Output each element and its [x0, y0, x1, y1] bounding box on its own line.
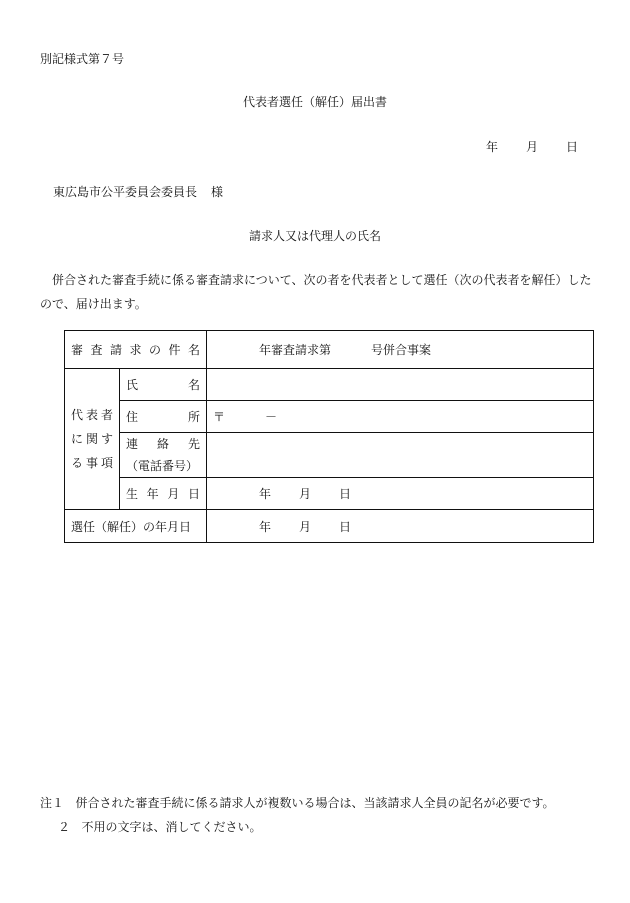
address-value[interactable] [207, 401, 594, 433]
name-label-char: 名 [188, 378, 201, 392]
note-2-text: 不用の文字は、消してください。 [81, 820, 262, 834]
birthdate-label [120, 478, 207, 510]
appoint-day: 日 [339, 519, 352, 534]
applicant-name-label: 請求人又は代理人の氏名 [248, 229, 381, 243]
note-1-prefix: 注１ [40, 796, 65, 810]
document-title: 代表者選任（解任）届出書 [242, 95, 387, 109]
case-label-char: 査 [90, 343, 103, 357]
note-2 [40, 815, 555, 839]
submission-date [486, 138, 578, 155]
notes [40, 791, 555, 839]
appointment-date-value[interactable] [207, 510, 594, 543]
note-2-prefix: ２ [58, 820, 71, 834]
case-label-char: 件 [168, 343, 181, 357]
contact-label-char: 先 [188, 437, 201, 451]
group-char: 項 [100, 456, 113, 470]
address-label [120, 401, 207, 433]
contact-value[interactable] [207, 433, 594, 478]
request-table [64, 330, 594, 543]
date-day: 日 [566, 140, 579, 154]
case-label-char: 審 [71, 343, 84, 357]
birth-month: 月 [299, 487, 312, 501]
contact-row [65, 433, 594, 478]
birth-day: 日 [339, 487, 352, 501]
representative-name-row [65, 369, 594, 401]
group-char: 事 [85, 456, 98, 470]
date-year: 年 [486, 140, 499, 154]
contact-label [120, 433, 207, 478]
case-value-prefix: 年審査請求第 [259, 343, 332, 357]
name-label [120, 369, 207, 401]
recipient-suffix: 様 [211, 185, 224, 199]
address-row [65, 401, 594, 433]
birth-label-char: 年 [146, 487, 159, 501]
contact-sub-label: （電話番号） [126, 459, 199, 473]
address-label-char: 住 [126, 410, 139, 424]
name-label-char: 氏 [126, 378, 139, 392]
note-1-text: 併合された審査手続に係る請求人が複数いる場合は、当該請求人全員の記名が必要です。 [75, 796, 555, 810]
case-label-char: 求 [129, 343, 142, 357]
postal-mark: 〒 [213, 410, 226, 424]
group-char: 代 [71, 408, 84, 422]
case-label [65, 331, 207, 369]
group-char: 者 [100, 408, 113, 422]
group-char: 表 [85, 408, 98, 422]
case-label-char: の [149, 343, 162, 357]
note-1 [40, 791, 555, 815]
name-value[interactable] [207, 369, 594, 401]
case-label-char: 名 [188, 343, 201, 357]
group-char: に [71, 432, 84, 446]
postal-dash: － [265, 410, 278, 424]
recipient [53, 183, 223, 200]
date-month: 月 [526, 140, 539, 154]
appointment-date-row [65, 510, 594, 543]
recipient-name: 東広島市公平委員会委員長 [53, 185, 198, 199]
appoint-month: 月 [299, 519, 312, 534]
case-value[interactable] [207, 331, 594, 369]
birth-label-char: 月 [167, 487, 180, 501]
contact-label-char: 連 [126, 437, 139, 451]
appointment-date-label: 選任（解任）の年月日 [65, 510, 207, 543]
contact-label-char: 絡 [157, 437, 170, 451]
body-text: 併合された審査手続に係る審査請求について、次の者を代表者として選任（次の代表者を解任）したので、届け出ます。 [40, 273, 592, 311]
appoint-year: 年 [259, 519, 272, 534]
group-char: る [71, 456, 84, 470]
case-label-char: 請 [110, 343, 123, 357]
birthdate-row [65, 478, 594, 510]
birth-year: 年 [259, 487, 272, 501]
birthdate-value[interactable] [207, 478, 594, 510]
case-row [65, 331, 594, 369]
representative-group-label [65, 369, 120, 510]
birth-label-char: 生 [126, 487, 139, 501]
case-value-suffix: 号併合事案 [371, 343, 432, 357]
group-char: す [100, 432, 113, 446]
birth-label-char: 日 [187, 487, 200, 501]
form-number: 別記様式第７号 [40, 52, 125, 66]
group-char: 関 [85, 432, 98, 446]
address-label-char: 所 [188, 410, 201, 424]
